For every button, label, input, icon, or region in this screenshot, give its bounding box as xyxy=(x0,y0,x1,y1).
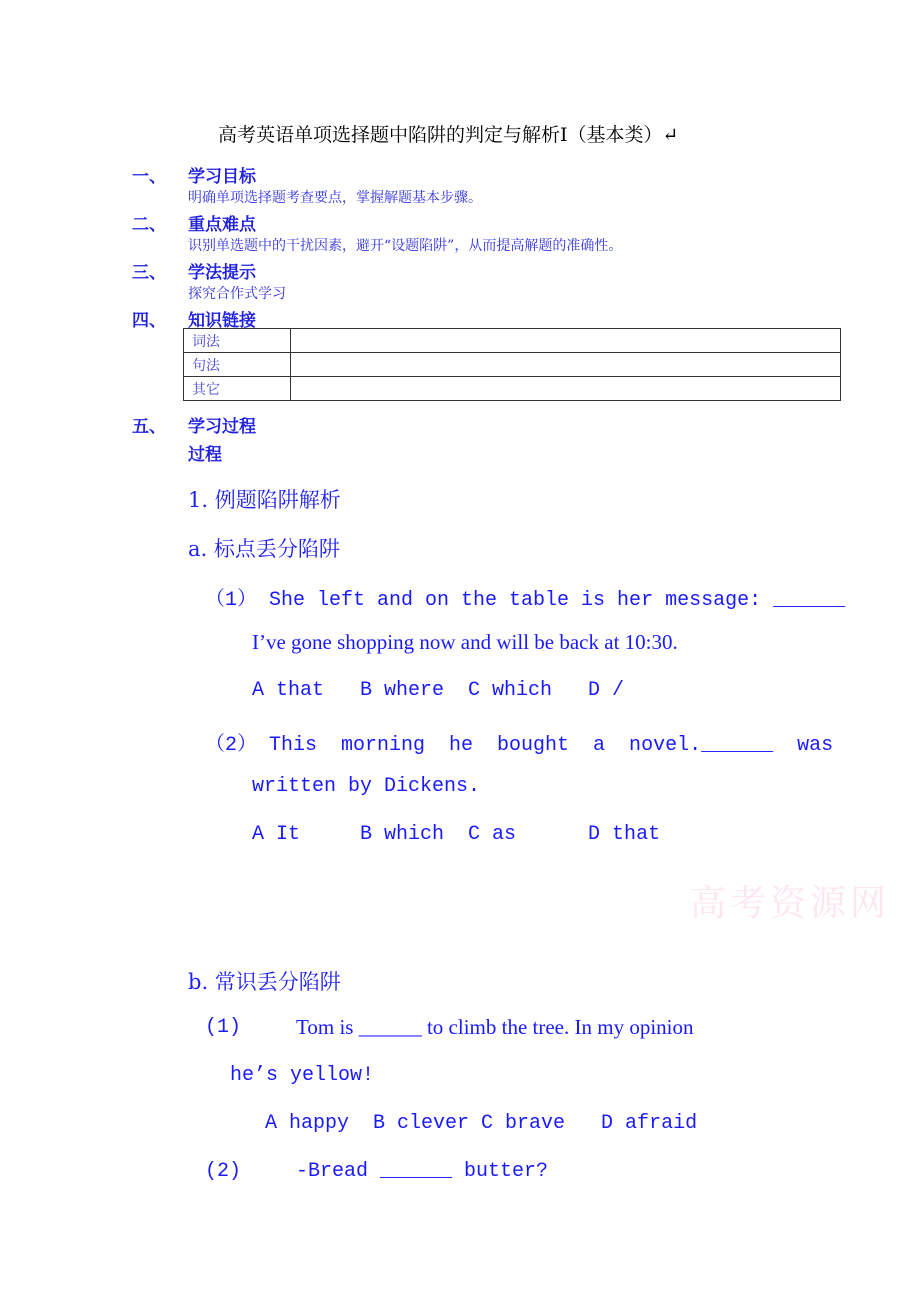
table-row xyxy=(184,353,841,377)
section-heading: 学习过程 xyxy=(188,417,256,437)
table-row xyxy=(184,329,841,353)
section-heading: 学法提示 xyxy=(188,263,256,283)
question-line: he’s yellow! xyxy=(230,1064,375,1087)
knowledge-table xyxy=(183,328,841,401)
question-options: A happy B clever C brave D afraid xyxy=(265,1112,698,1135)
table-row xyxy=(184,377,841,401)
section-number: 二、 xyxy=(132,215,166,235)
question-line: written by Dickens. xyxy=(252,775,481,798)
table-cell: 词法 xyxy=(184,329,291,353)
section-text: 识别单选题中的干扰因素，避开“设题陷阱”，从而提高解题的准确性。 xyxy=(188,238,623,254)
table-cell: 其它 xyxy=(184,377,291,401)
section-number: 四、 xyxy=(132,311,166,331)
question-line: （2） This morning he bought a novel.______ was xyxy=(205,734,834,757)
table-cell xyxy=(291,353,841,377)
section-number: 一、 xyxy=(132,167,166,187)
watermark: 高考资源网 xyxy=(690,883,891,924)
table-cell xyxy=(291,329,841,353)
document-title: 高考英语单项选择题中陷阱的判定与解析Ⅰ（基本类）↵ xyxy=(218,124,679,146)
section-text: 明确单项选择题考查要点，掌握解题基本步骤。 xyxy=(188,190,482,206)
process-heading: 过程 xyxy=(188,445,222,465)
section-number: 五、 xyxy=(132,417,166,437)
section-heading: 知识链接 xyxy=(188,311,256,331)
question-line: -Bread ______ butter? xyxy=(296,1160,549,1183)
part-heading: b. 常识丢分陷阱 xyxy=(188,970,341,994)
table-cell: 句法 xyxy=(184,353,291,377)
question-line: I’ve gone shopping now and will be back at 10:30. xyxy=(252,630,678,654)
section-number: 三、 xyxy=(132,263,166,283)
section-heading: 重点难点 xyxy=(188,215,256,235)
part-heading: a. 标点丢分陷阱 xyxy=(188,537,340,561)
question-line: （1） She left and on the table is her message: ______ xyxy=(205,589,846,612)
question-number: (1) xyxy=(205,1016,242,1039)
question-number: (2) xyxy=(205,1160,242,1183)
question-line: Tom is ______ to climb the tree. In my opinion xyxy=(296,1015,694,1039)
question-options: A It B which C as D that xyxy=(252,823,661,846)
part-heading: 1. 例题陷阱解析 xyxy=(188,488,341,512)
question-options: A that B where C which D / xyxy=(252,679,625,702)
section-heading: 学习目标 xyxy=(188,167,256,187)
table-cell xyxy=(291,377,841,401)
section-text: 探究合作式学习 xyxy=(188,286,286,302)
